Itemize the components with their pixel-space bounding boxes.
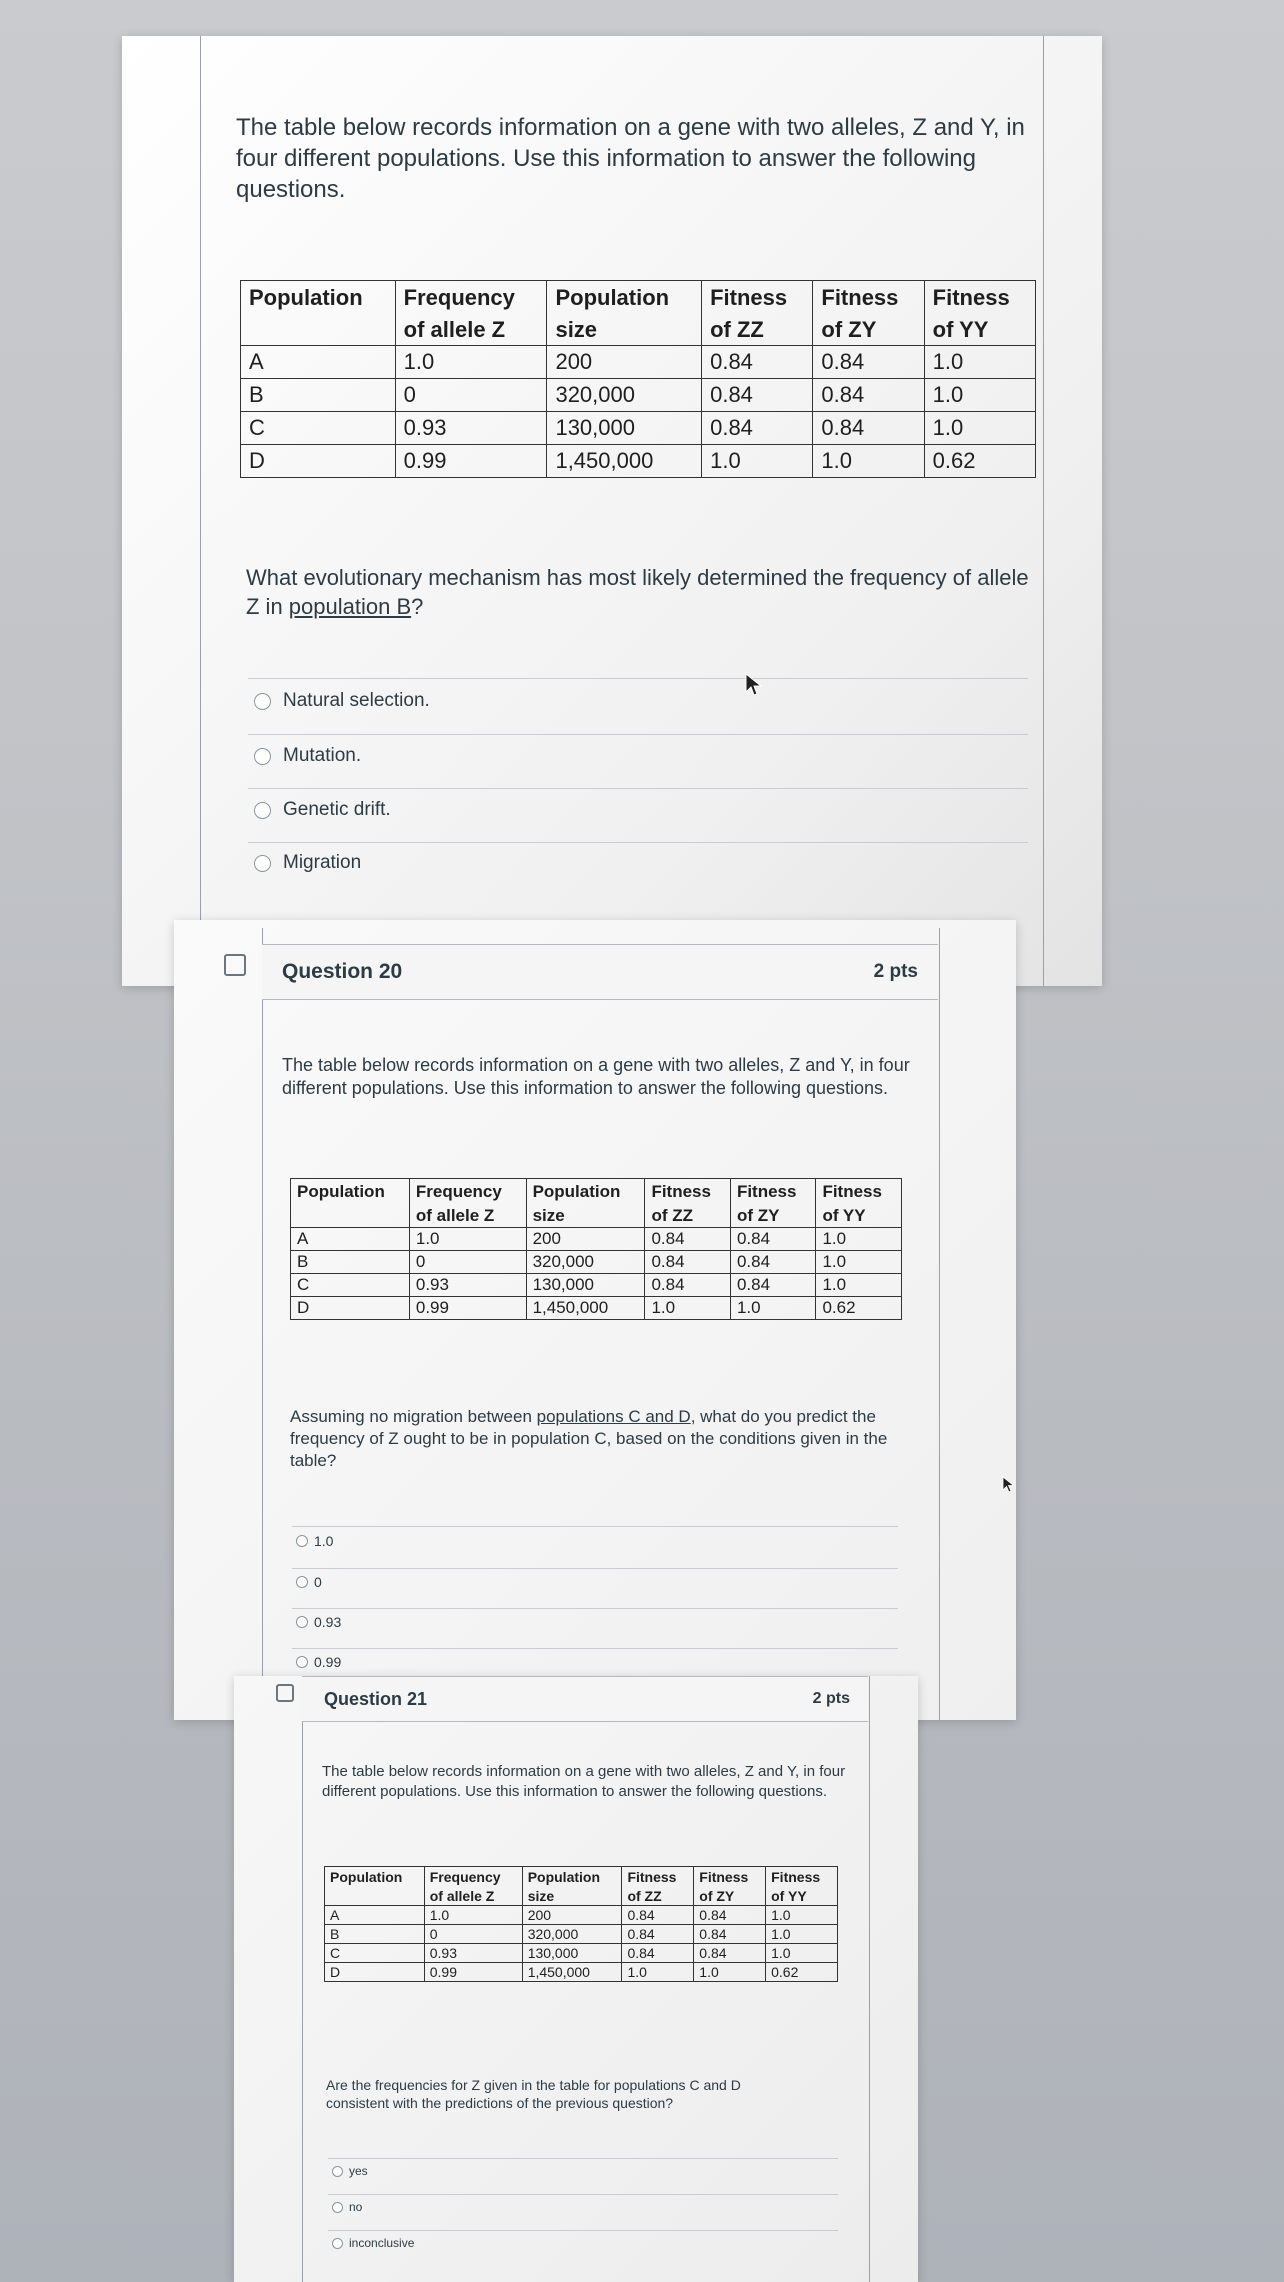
- table-cell: 320,000: [526, 1251, 645, 1274]
- question-21-screenshot: [234, 1676, 918, 2282]
- table-cell: 0.84: [813, 412, 924, 445]
- radio-button[interactable]: [296, 1656, 308, 1668]
- table-cell: 1.0: [924, 379, 1035, 412]
- header-cell: size: [547, 315, 702, 346]
- table-cell: 130,000: [522, 1944, 622, 1963]
- table-cell: 130,000: [547, 412, 702, 445]
- header-cell: of YY: [766, 1887, 838, 1906]
- intro-text: The table below records information on a gene with two alleles, Z and Y, in four different populations. Use this information to answer the following questions.: [236, 114, 1025, 204]
- table-cell: 1,450,000: [522, 1963, 622, 1982]
- header-frequency: Frequency: [424, 1867, 522, 1888]
- populations-c-d-link[interactable]: populations C and D: [536, 1407, 691, 1426]
- table-cell: 1.0: [766, 1906, 838, 1925]
- table-cell: 0.84: [622, 1906, 694, 1925]
- table-cell: 0.84: [645, 1274, 731, 1297]
- table-row: [241, 379, 1036, 412]
- answer-option[interactable]: no: [332, 2200, 362, 2214]
- header-fitness-zz: Fitness: [622, 1867, 694, 1888]
- header-population: Population: [241, 281, 396, 316]
- answer-option[interactable]: 1.0: [296, 1533, 333, 1549]
- answer-option[interactable]: 0: [296, 1574, 322, 1590]
- header-cell: of ZZ: [702, 315, 813, 346]
- radio-button[interactable]: [296, 1535, 308, 1547]
- table-cell: 0.99: [424, 1963, 522, 1982]
- header-fitness-zz: Fitness: [702, 281, 813, 316]
- table-cell: 320,000: [522, 1925, 622, 1944]
- table-cell: 0.84: [694, 1944, 766, 1963]
- header-cell: of allele Z: [409, 1205, 526, 1228]
- question-text: What evolutionary mechanism has most likely determined the frequency of allele Z in population B?: [246, 565, 1029, 619]
- table-cell: D: [291, 1297, 410, 1320]
- header-cell: [291, 1205, 410, 1228]
- content-frame: [262, 928, 940, 1720]
- header-frequency: Frequency: [395, 281, 547, 316]
- intro-text: The table below records information on a gene with two alleles, Z and Y, in four different populations. Use this information to answer the following questions.: [282, 1055, 910, 1099]
- population-table: [324, 1866, 838, 1982]
- header-cell: of ZZ: [622, 1887, 694, 1906]
- table-row: [241, 346, 1036, 379]
- table-cell: 0.84: [730, 1228, 816, 1251]
- table-cell: 1,450,000: [526, 1297, 645, 1320]
- header-cell: [325, 1887, 425, 1906]
- header-cell: of YY: [816, 1205, 902, 1228]
- radio-button[interactable]: [332, 2202, 343, 2213]
- table-cell: 1.0: [622, 1963, 694, 1982]
- table-cell: 0.62: [924, 445, 1035, 478]
- question-header: [302, 1676, 868, 1722]
- table-cell: A: [291, 1228, 410, 1251]
- header-cell: size: [522, 1887, 622, 1906]
- table-cell: 1.0: [924, 346, 1035, 379]
- header-cell: of allele Z: [424, 1887, 522, 1906]
- table-cell: 200: [522, 1906, 622, 1925]
- table-cell: B: [241, 379, 396, 412]
- table-cell: 200: [547, 346, 702, 379]
- table-cell: 0.93: [395, 412, 547, 445]
- radio-button[interactable]: [296, 1616, 308, 1628]
- table-cell: A: [325, 1906, 425, 1925]
- question-header: [262, 944, 938, 1000]
- table-cell: 1.0: [395, 346, 547, 379]
- table-cell: B: [291, 1251, 410, 1274]
- population-table: [240, 280, 1036, 478]
- header-population: Population: [325, 1867, 425, 1888]
- table-cell: 1.0: [424, 1906, 522, 1925]
- answer-option[interactable]: Migration: [254, 852, 361, 874]
- header-population-size: Population: [522, 1867, 622, 1888]
- table-row: [325, 1925, 838, 1944]
- header-fitness-zy: Fitness: [813, 281, 924, 316]
- table-cell: 0.84: [730, 1274, 816, 1297]
- table-cell: 0.84: [645, 1251, 731, 1274]
- table-cell: 1.0: [816, 1251, 902, 1274]
- table-cell: 1.0: [409, 1228, 526, 1251]
- table-cell: 1.0: [645, 1297, 731, 1320]
- table-row: [291, 1297, 902, 1320]
- header-fitness-zy: Fitness: [694, 1867, 766, 1888]
- table-cell: 1.0: [816, 1274, 902, 1297]
- header-cell: of ZY: [694, 1887, 766, 1906]
- table-cell: D: [325, 1963, 425, 1982]
- header-fitness-zy: Fitness: [730, 1179, 816, 1206]
- table-cell: 1.0: [730, 1297, 816, 1320]
- table-cell: 1.0: [813, 445, 924, 478]
- table-cell: C: [325, 1944, 425, 1963]
- header-population: Population: [291, 1179, 410, 1206]
- table-cell: 320,000: [547, 379, 702, 412]
- table-cell: 0.99: [409, 1297, 526, 1320]
- table-cell: 0.62: [766, 1963, 838, 1982]
- answer-option[interactable]: Mutation.: [254, 745, 361, 767]
- header-cell: of ZY: [730, 1205, 816, 1228]
- table-row: [291, 1228, 902, 1251]
- table-cell: 0.84: [622, 1925, 694, 1944]
- table-cell: 1.0: [766, 1925, 838, 1944]
- table-cell: C: [241, 412, 396, 445]
- radio-button[interactable]: [254, 802, 271, 819]
- table-row: [325, 1963, 838, 1982]
- answer-option[interactable]: Natural selection.: [254, 690, 430, 712]
- table-cell: 1,450,000: [547, 445, 702, 478]
- radio-button[interactable]: [332, 2166, 343, 2177]
- table-cell: 1.0: [766, 1944, 838, 1963]
- table-cell: B: [325, 1925, 425, 1944]
- answer-option[interactable]: inconclusive: [332, 2236, 414, 2250]
- header-fitness-yy: Fitness: [924, 281, 1035, 316]
- table-cell: 130,000: [526, 1274, 645, 1297]
- table-cell: 0.84: [702, 379, 813, 412]
- question-title: Question 21: [324, 1688, 428, 1709]
- table-row: [241, 412, 1036, 445]
- population-table: [290, 1178, 902, 1320]
- flag-question-icon[interactable]: [224, 954, 246, 976]
- table-row: [241, 445, 1036, 478]
- table-cell: C: [291, 1274, 410, 1297]
- table-cell: 0.84: [694, 1925, 766, 1944]
- table-row: [291, 1274, 902, 1297]
- table-cell: 0.93: [409, 1274, 526, 1297]
- header-frequency: Frequency: [409, 1179, 526, 1206]
- flag-question-icon[interactable]: [276, 1684, 294, 1702]
- table-cell: D: [241, 445, 396, 478]
- radio-button[interactable]: [332, 2238, 343, 2249]
- answer-option[interactable]: 0.93: [296, 1614, 341, 1630]
- header-cell: of YY: [924, 315, 1035, 346]
- answer-option[interactable]: Genetic drift.: [254, 799, 391, 821]
- mouse-cursor-icon: [744, 672, 764, 698]
- header-fitness-yy: Fitness: [766, 1867, 838, 1888]
- question-points: 2 pts: [812, 1690, 850, 1707]
- question-points: 2 pts: [873, 961, 918, 982]
- question-text: Assuming no migration between populations C and D, what do you predict the frequency of Z ought to be in population C, based on the conditions given in the table?: [290, 1407, 888, 1471]
- table-cell: 0.84: [702, 412, 813, 445]
- mouse-cursor-icon: [1002, 1476, 1016, 1494]
- intro-text: The table below records information on a gene with two alleles, Z and Y, in four different populations. Use this information to answer the following questions.: [322, 1763, 846, 1800]
- table-cell: 0: [424, 1925, 522, 1944]
- header-cell: of allele Z: [395, 315, 547, 346]
- radio-button[interactable]: [254, 748, 271, 765]
- table-row: [325, 1944, 838, 1963]
- table-cell: 0.84: [813, 346, 924, 379]
- table-cell: 0.84: [730, 1251, 816, 1274]
- header-population-size: Population: [547, 281, 702, 316]
- question-19-screenshot: [122, 36, 1102, 986]
- table-cell: 0.93: [424, 1944, 522, 1963]
- table-row: [325, 1906, 838, 1925]
- table-cell: 0.99: [395, 445, 547, 478]
- header-cell: of ZY: [813, 315, 924, 346]
- header-population-size: Population: [526, 1179, 645, 1206]
- table-cell: 1.0: [816, 1228, 902, 1251]
- table-cell: 0.84: [645, 1228, 731, 1251]
- header-fitness-zz: Fitness: [645, 1179, 731, 1206]
- table-cell: 1.0: [694, 1963, 766, 1982]
- table-row: [291, 1251, 902, 1274]
- header-cell: size: [526, 1205, 645, 1228]
- radio-button[interactable]: [254, 855, 271, 872]
- table-cell: 0.84: [813, 379, 924, 412]
- header-fitness-yy: Fitness: [816, 1179, 902, 1206]
- table-cell: 1.0: [924, 412, 1035, 445]
- question-text: Are the frequencies for Z given in the table for populations C and D consistent with the predictions of the previous question?: [326, 2077, 741, 2112]
- table-cell: 0.84: [694, 1906, 766, 1925]
- table-cell: 0.62: [816, 1297, 902, 1320]
- question-20-screenshot: [174, 920, 1016, 1720]
- table-cell: A: [241, 346, 396, 379]
- table-cell: 0.84: [622, 1944, 694, 1963]
- answer-option[interactable]: yes: [332, 2164, 368, 2178]
- header-cell: of ZZ: [645, 1205, 731, 1228]
- table-cell: 0.84: [702, 346, 813, 379]
- table-cell: 0: [409, 1251, 526, 1274]
- header-cell: [241, 315, 396, 346]
- question-title: Question 20: [282, 960, 403, 983]
- table-cell: 200: [526, 1228, 645, 1251]
- table-cell: 1.0: [702, 445, 813, 478]
- answer-option[interactable]: 0.99: [296, 1654, 341, 1670]
- radio-button[interactable]: [296, 1576, 308, 1588]
- population-b-link[interactable]: population B: [288, 593, 412, 619]
- table-cell: 0: [395, 379, 547, 412]
- radio-button[interactable]: [254, 693, 271, 710]
